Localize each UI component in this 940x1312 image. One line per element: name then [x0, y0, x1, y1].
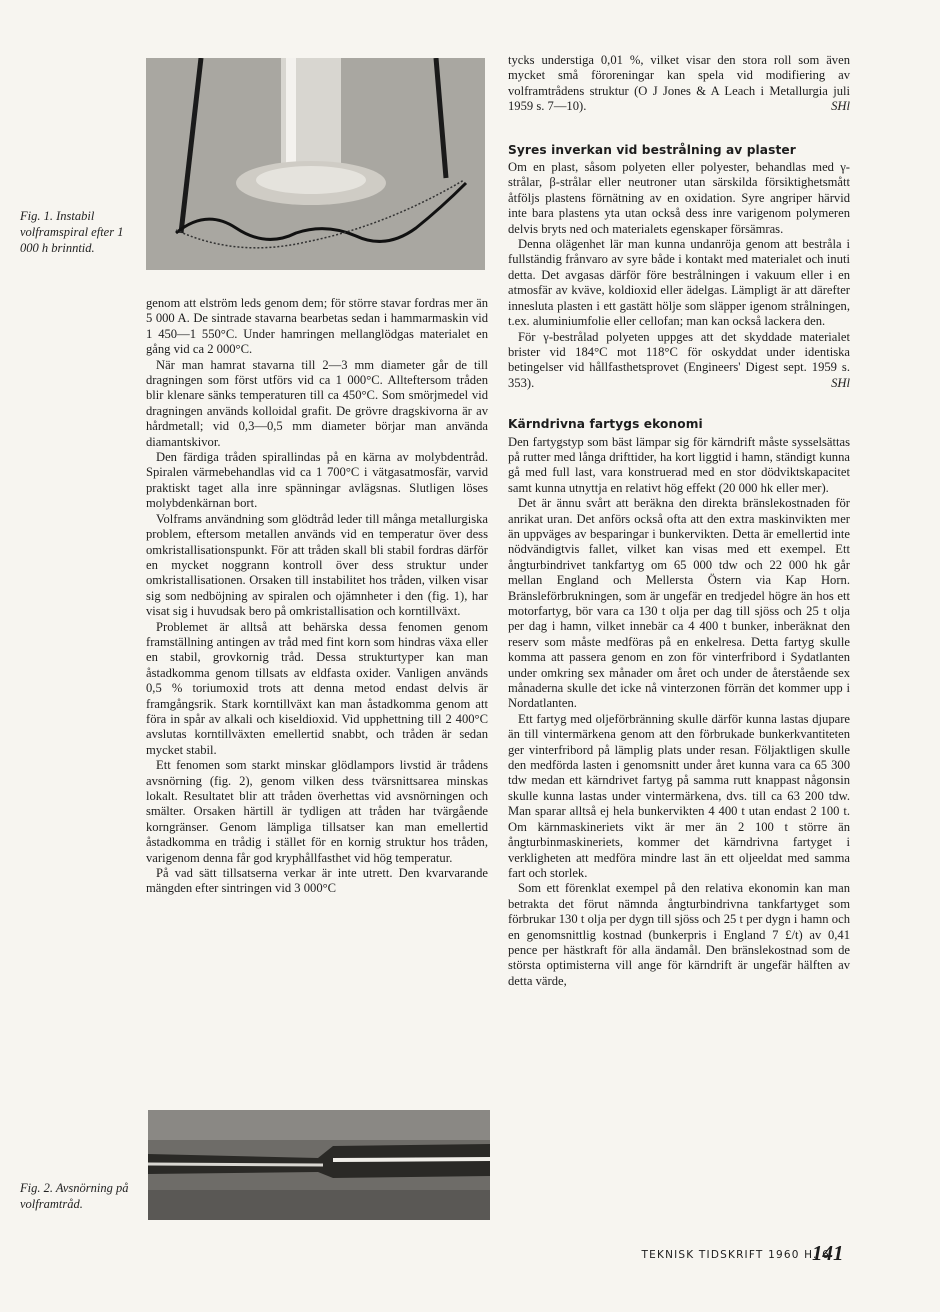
article-1-paragraph-3-text: För γ-bestrålad polyeten uppges att det skyddade materialet brister vid 184°C mot 118°C för oskyddat under identiska betingelser vid hållfasthetsprovet (Engineers' Digest sept. 1959 s. 353). [508, 329, 850, 390]
article-2-paragraph-1: Den fartygstyp som bäst lämpar sig för kärndrift måste sysselsättas på rutter med långa drifttider, ha kort liggtid i hamn, ständigt kunna gå med full last, vara konstruerad med en stor dödviktskapacitet samt kunna utnyttja en relativt hög effekt (20 000 hk eller mer). [508, 434, 850, 495]
left-column [146, 296, 488, 897]
page-number: 141 [812, 1241, 844, 1265]
left-paragraph-1: genom att elström leds genom dem; för större stavar fordras mer än 5 000 A. De sintrade stavarna bearbetas sedan i hammarmaskin vid 1 450—1 550°C. Under hamringen mellanglödgas materialet en gång vid ca 2 000°C. [146, 296, 488, 357]
article-1-paragraph-1: Om en plast, såsom polyeten eller polyester, behandlas med γ-strålar, β-strålar eller neutroner utan särskilda försiktighetsmått åtföljs plastens förnätning av en oxidation. Syre angriper härvid inte bara plastens yta utan också dess inre varigenom polymeren delvis bryts ned och materialets egenskaper försämras. [508, 160, 850, 236]
left-paragraph-3: Den färdiga tråden spirallindas på en kärna av molybdentråd. Spiralen värmebehandlas vid ca 1 700°C i vätgasatmosfär, varvid praktiskt taget alla inre spänningar avlägsnas. Slutligen löses molybdenkärnan bort. [146, 450, 488, 511]
article-2-paragraph-4: Som ett förenklat exempel på den relativa ekonomin kan man betrakta det förut nämnda ångturbindrivna tankfartyget som förbrukar 130 t olja per dygn till sjöss och 25 t per dygn i hamn och en genomsnittlig kostnad (bunkerpris i England 7 £/t) av 0,41 pence per hästkraft för alla ändamål. Den bränslekostnad som de största optimisterna vill ange för kärndrift är ungefär hälften av detta värde, [508, 881, 850, 988]
left-paragraph-6: Ett fenomen som starkt minskar glödlampors livstid är trådens avsnörning (fig. 2), genom vilken dess tvärsnittsarea minskas lokalt. Resultatet blir att tråden överhettas vid avsnörningen och smälter. Orsaken härtill är tydligen att tråden har tvärgående korngränser. Genom lämpliga tillsatser kan man emellertid åstadkomma en trådig i stället för en kornig struktur hos tråden, varigenom denna får god kryphållfasthet vid hög temperatur. [146, 758, 488, 865]
figure-2-caption: Fig. 2. Avsnörning på volframtråd. [20, 1181, 129, 1211]
right-intro-signature: SHl [831, 99, 850, 114]
footer-journal: TEKNISK TIDSKRIFT 1960 H. 6 [641, 1249, 830, 1261]
left-paragraph-5: Problemet är alltså att behärska dessa fenomen genom framställning antingen av tråd med fint korn som hindras växa eller en stabil, grovkornig tråd. Dessa strukturtyper kan man åstadkomma genom tillsats av eldfasta oxider. Vanligen används 0,5 % toriumoxid trots att denna metod endast delvis är framgångsrik. Stark korntillväxt kan man åstadkomma genom att föra in spår av alkali och kiseldioxid. Vid upphettning till 2 400°C avslutas korntillväxten emellertid snabbt, och tråden är sedan mycket stabil. [146, 619, 488, 757]
filament-photo-2 [148, 1110, 490, 1220]
figure-2-photo [148, 1110, 490, 1220]
article-2-heading: Kärndrivna fartygs ekonomi [508, 417, 703, 432]
right-intro-paragraph [508, 53, 850, 115]
left-paragraph-2: När man hamrat stavarna till 2—3 mm diameter går de till dragningen som först utförs vid ca 1 000°C. Allteftersom tråden blir klenare sänks temperaturen till ca 450°C. Som smörjmedel vid dragningen används kolloidal grafit. De grövre dragskivorna är av hårdmetall; vid 0,3—0,5 mm diameter börjar man använda diamantskivor. [146, 357, 488, 449]
right-column [508, 53, 850, 989]
left-paragraph-4: Volframs användning som glödtråd leder till många metallurgiska problem, eftersom metallen används vid en temperatur över dess omkristallisationspunkt. För att tråden skall bli stabil fordras därför en mycket noggrann kontroll över dess struktur under omkristallisationen. Orsaken till instabilitet hos tråden, vilken visar sig som nedböjning av spiralen och ojämnheter i den (fig. 1), har visat sig i huvudsak bero på omkristallisation och korntillväxt. [146, 511, 488, 619]
article-1-signature: SHl [831, 375, 850, 390]
article-1-heading: Syres inverkan vid bestrålning av plaster [508, 142, 796, 157]
article-2-paragraph-3: Ett fartyg med oljeförbränning skulle därför kunna lastas djupare än till vintermärkena genom att den förbrukade bunkerkvantiteten ger vinterfribord på lämplig plats under resan. Följaktligen skulle den medförda lasten i genomsnitt under året kunna vara ca 65 300 tdw medan ett kärndrivet fartyg på samma rutt knappast någonsin skulle kunna lastas under vintermärkena, dvs. till ca 63 200 tdw. Man sparar alltså ej hela bunkervikten 4 400 t utan endast 2 100 t. Om kärnmaskineriets vikt är mer än 2 100 t större än ångturbinmaskineriets, kommer det kärndrivna fartyget i verkligheten att medföra mindre last än ett oljeeldat med samma fart och storlek. [508, 711, 850, 880]
article-1-paragraph-2: Denna olägenhet lär man kunna undanröja genom att bestråla i fullständig frånvaro av syre både i kontakt med materialet och inuti detta. Det avgasas därför före bestrålningen i vakuum eller i en atmosfär av kväve, koldioxid eller ädelgas. Lämpligt är att därefter innesluta plasten i ett gastätt hölje som släpper igenom strålningen, t.ex. aluminiumfolie eller cellofan; man kan också lackera den. [508, 237, 850, 329]
figure-1-caption: Fig. 1. Instabil volframspiral efter 1 000 h brinntid. [20, 209, 124, 255]
figure-1-photo [146, 58, 485, 270]
filament-photo-1 [146, 58, 485, 270]
article-2-paragraph-2: Det är ännu svårt att beräkna den direkta bränslekostnaden för anrikat uran. Det anförs också ofta att den extra maskinvikten mer än uppväges av besparingar i bunkervikten. Detta är emellertid inte nödvändigtvis fallet, vilket kan visas med ett exempel. Ett ångturbindrivet tankfartyg om 65 000 tdw och 22 000 hk går mellan England och Mellersta Östern via Kap Horn. Bränsleförbrukningen, som är ungefär en tredjedel högre än hos ett motorfartyg, bör vara ca 130 t olja per dag till sjöss och 25 t olja per dag i hamn, vilket innebär ca 4 400 t bunker, inberäknat den reserv som måste medföras på en enkelresa. Detta fartyg skulle komma att passera genom en zon för vinterfribord i Sydatlanten under omkring sex månader om året och under de återstående sex månaderna skulle det icke nå vinterzonen förrän det kommer upp i Nordatlanten. [508, 496, 850, 711]
right-intro-text: tycks understiga 0,01 %, vilket visar den stora roll som även mycket små föroreningar kan spela vid modifiering av volframtrådens struktur (O J Jones & A Leach i Metallurgia juli 1959 s. 7—10). [508, 53, 850, 114]
article-1-paragraph-3 [508, 330, 850, 392]
left-paragraph-7: På vad sätt tillsatserna verkar är inte utrett. Den kvarvarande mängden efter sintringen vid 3 000°C [146, 866, 488, 896]
